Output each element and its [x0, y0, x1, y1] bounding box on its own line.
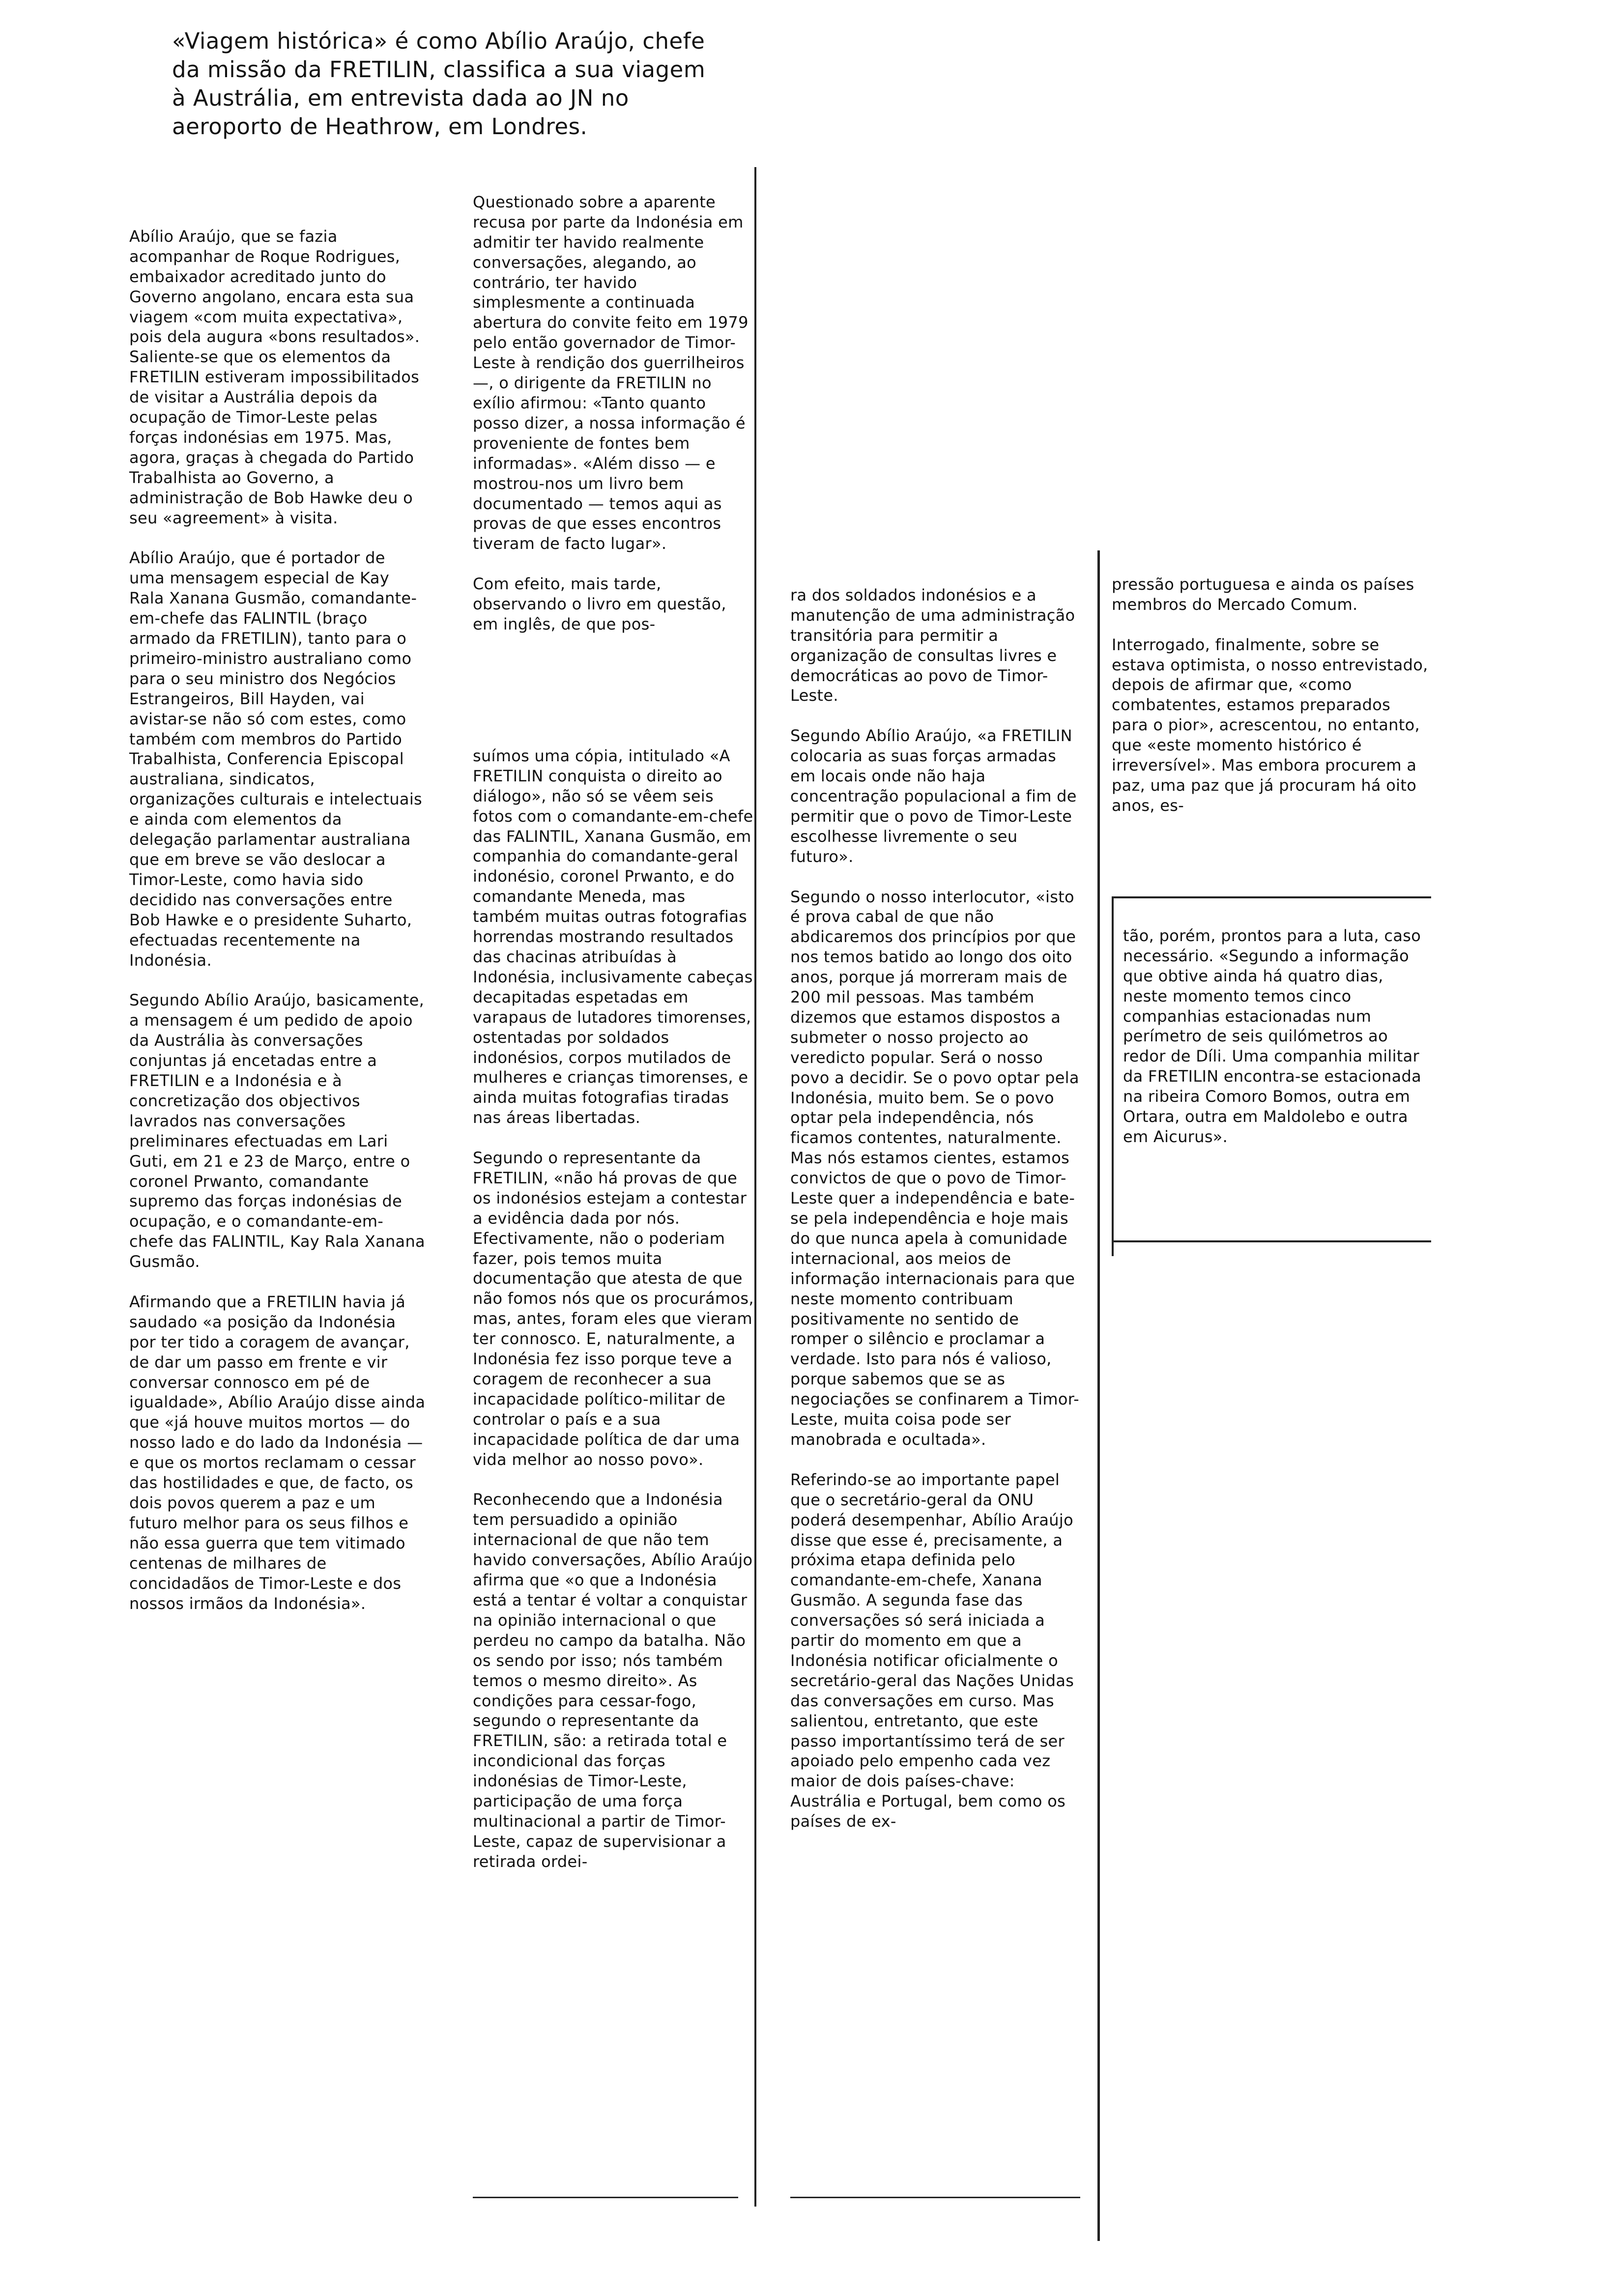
paragraph: Segundo o nosso interlocutor, «isto é prova cabal de que não abdicaremos dos princípios por que nos temos batido ao longo dos oito anos, porque já morreram mais de 200 mil pessoas. Mas também dizemos que estamos dispostos a submeter o nosso projecto ao veredicto popular. Será o nosso povo a decidir. Se o povo optar pela Indonésia, muito bem. Se o povo optar pela independência, nós ficamos contentes, naturalmente. Mas nós estamos cientes, estamos convictos de que o povo de Timor-Leste quer a independência e bate-se pela independência e hoje mais do que nunca apela à comunidade internacional, aos meios de informação internacionais para que neste momento contribuam positivamente no sentido de romper o silêncio e proclamar a verdade. Isto para nós é valioso, porque sabemos que se as negociações se confinarem a Timor-Leste, muita coisa pode ser manobrada e ocultada». — [790, 887, 1080, 1449]
column-rule — [1097, 550, 1100, 2241]
column-4-top — [1112, 554, 1431, 836]
column-2-bottom — [473, 726, 754, 1892]
paragraph: ra dos soldados indonésios e a manutenção de uma administração transitória para permitir a organização de consultas livres e democráticas ao povo de Timor-Leste. — [790, 585, 1075, 705]
paragraph: Abílio Araújo, que se fazia acompanhar de Roque Rodrigues, embaixador acreditado junto do Governo angolano, encara esta sua viagem «com muita expectativa», pois dela augura «bons resultados». Saliente-se que os elementos da FRETILIN estiveram impossibilitados de visitar a Austrália depois da ocupação de Timor-Leste pelas forças indonésias em 1975. Mas, agora, graças à chegada do Partido Trabalhista ao Governo, a administração de Bob Hawke deu o seu «agreement» à visita. — [129, 227, 420, 527]
column-2-top — [473, 172, 754, 655]
paragraph: Questionado sobre a aparente recusa por parte da Indonésia em admitir ter havido realmente conversações, alegando, ao contrário, ter havido simplesmente a continuada abertura do convite feito em 1979 pelo então governador de Timor-Leste à rendição dos guerrilheiros —, o dirigente da FRETILIN no exílio afirmou: «Tanto quanto posso dizer, a nossa informação é proveniente de fontes bem informadas». «Além disso — e mostrou-nos um livro bem documentado — temos aqui as provas de que esses encontros tiveram de facto lugar». — [473, 192, 748, 553]
clipping-edge — [1112, 896, 1431, 898]
column-rule — [754, 167, 756, 2207]
clipping-edge — [1112, 1240, 1431, 1242]
paragraph: Com efeito, mais tarde, observando o livro em questão, em inglês, de que pos- — [473, 574, 726, 633]
clipping-edge — [473, 2197, 738, 2198]
paragraph: Referindo-se ao importante papel que o secretário-geral da ONU poderá desempenhar, Abílio Araújo disse que esse é, precisamente, a próxima etapa definida pelo comandante-em-chefe, Xanana Gusmão. A segunda fase das conversações só será iniciada a partir do momento em que a Indonésia notificar oficialmente o secretário-geral das Nações Unidas das conversações em curso. Mas salientou, entretanto, que este passo importantíssimo terá de ser apoiado pelo empenho cada vez maior de dois países-chave: Austrália e Portugal, bem como os países de ex- — [790, 1470, 1074, 1831]
column-1 — [129, 206, 426, 1634]
paragraph: Afirmando que a FRETILIN havia já saudado «a posição da Indonésia por ter tido a coragem de avançar, de dar um passo em frente e vir conversar connosco em pé de igualdade», Abílio Araújo disse ainda que «já houve muitos mortos — do nosso lado e do lado da Indonésia — e que os mortos reclamam o cessar das hostilidades e que, de facto, os dois povos querem a paz e um futuro melhor para os seus filhos e não essa guerra que tem vitimado centenas de milhares de concidadãos de Timor-Leste e dos nossos irmãos da Indonésia». — [129, 1292, 426, 1613]
clipping-edge — [1112, 897, 1114, 1256]
column-4-bottom — [1123, 906, 1430, 1167]
paragraph: Segundo Abílio Araújo, «a FRETILIN colocaria as suas forças armadas em locais onde não haja concentração populacional a fim de permitir que o povo de Timor-Leste escolhesse livremente o seu futuro». — [790, 726, 1077, 866]
paragraph: tão, porém, prontos para a luta, caso necessário. «Segundo a informação que obtive ainda há quatro dias, neste momento temos cinco companhias estacionadas num perímetro de seis quilómetros ao redor de Díli. Uma companhia militar da FRETILIN encontra-se estacionada na ribeira Comoro Bomos, outra em Ortara, outra em Maldolebo e outra em Aicurus». — [1123, 926, 1422, 1146]
paragraph: Reconhecendo que a Indonésia tem persuadido a opinião internacional de que não tem havido conversações, Abílio Araújo afirma que «o que a Indonésia está a tentar é voltar a conquistar na opinião internacional o que perdeu no campo da batalha. Não os sendo por isso; nós também temos o mesmo direito». As condições para cessar-fogo, segundo o representante da FRETILIN, são: a retirada total e incondicional das forças indonésias de Timor-Leste, participação de uma força multinacional a partir de Timor-Leste, capaz de supervisionar a retirada ordei- — [473, 1490, 753, 1871]
paragraph: pressão portuguesa e ainda os países membros do Mercado Comum. — [1112, 574, 1414, 614]
column-3 — [790, 565, 1080, 1852]
paragraph: Interrogado, finalmente, sobre se estava optimista, o nosso entrevistado, depois de afirmar que, «como combatentes, estamos preparados para o pior», acrescentou, no entanto, que «este momento histórico é irreversível». Mas embora procurem a paz, uma paz que já procuram há oito anos, es- — [1112, 635, 1428, 815]
paragraph: suímos uma cópia, intitulado «A FRETILIN conquista o direito ao diálogo», não só se vêem seis fotos com o comandante-em-chefe das FALINTIL, Xanana Gusmão, em companhia do comandante-geral indonésio, coronel Prwanto, e do comandante Meneda, mas também muitas outras fotografias horrendas mostrando resultados das chacinas atribuídas à Indonésia, inclusivamente cabeças decapitadas espetadas em varapaus de lutadores timorenses, ostentadas por soldados indonésios, corpos mutilados de mulheres e crianças timorenses, e ainda muitas fotografias tiradas nas áreas libertadas. — [473, 746, 753, 1127]
paragraph: Segundo o representante da FRETILIN, «não há provas de que os indonésios estejam a contestar a evidência dada por nós. Efectivamente, não o poderiam fazer, pois temos muita documentação que atesta de que não fomos nós que os procurámos, mas, antes, foram eles que vieram ter connosco. E, naturalmente, a Indonésia fez isso porque teve a coragem de reconhecer a sua incapacidade político-militar de controlar o país e a sua incapacidade política de dar uma vida melhor ao nosso povo». — [473, 1148, 754, 1469]
paragraph: Segundo Abílio Araújo, basicamente, a mensagem é um pedido de apoio da Austrália às conversações conjuntas já encetadas entre a FRETILIN e a Indonésia e à concretização dos objectivos lavrados nas conversações preliminares efectuadas em Lari Guti, em 21 e 23 de Março, entre o coronel Prwanto, comandante supremo das forças indonésias de ocupação, e o comandante-em-chefe das FALINTIL, Kay Rala Xanana Gusmão. — [129, 991, 425, 1271]
paragraph: Abílio Araújo, que é portador de uma mensagem especial de Kay Rala Xanana Gusmão, comandante-em-chefe das FALINTIL (braço armado da FRETILIN), tanto para o primeiro-ministro australiano como para o seu ministro dos Negócios Estrangeiros, Bill Hayden, vai avistar-se não só com estes, como também com membros do Partido Trabalhista, Conferencia Episcopal australiana, sindicatos, organizações culturais e intelectuais e ainda com elementos da delegação parlamentar australiana que em breve se vão deslocar a Timor-Leste, como havia sido decidido nas conversações entre Bob Hawke e o presidente Suharto, efectuadas recentemente na Indonésia. — [129, 548, 423, 970]
article-lead: «Viagem histórica» é como Abílio Araújo, chefe da missão da FRETILIN, classifica a sua viagem à Austrália, em entrevista dada ao JN no aeroporto de Heathrow, em Londres. — [172, 28, 706, 140]
clipping-edge — [790, 2197, 1080, 2198]
